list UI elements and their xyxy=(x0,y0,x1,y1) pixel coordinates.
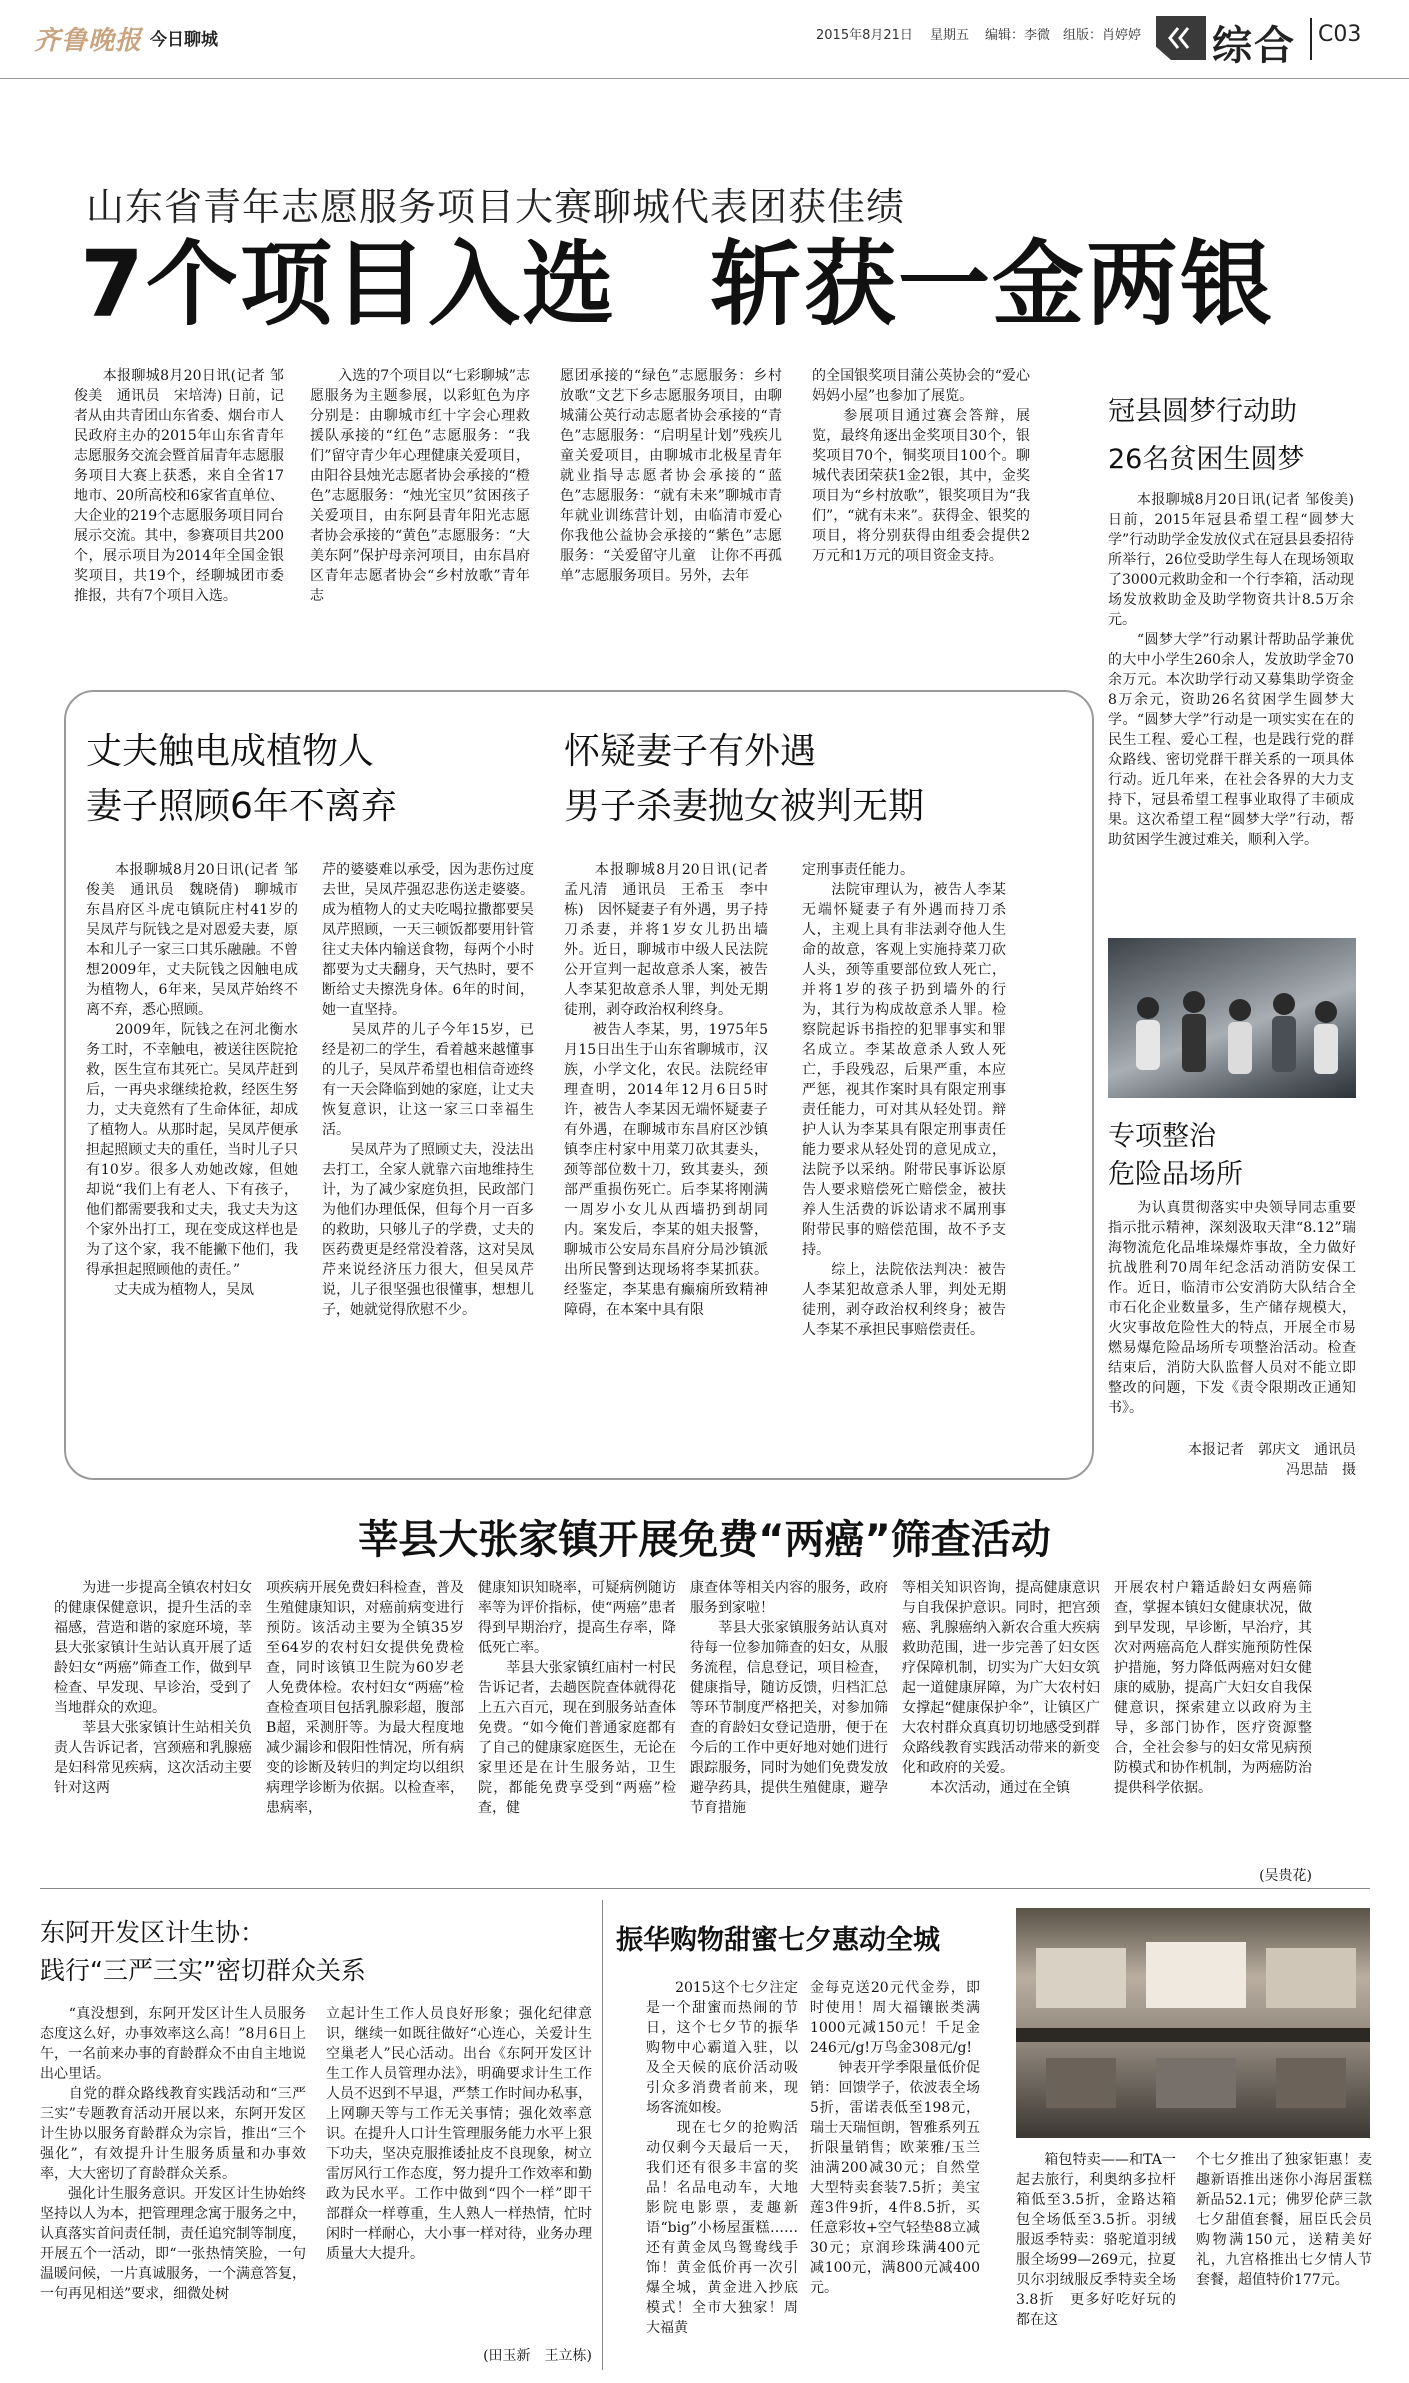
a3-col-2: 芹的婆婆难以承受，因为悲伤过度去世，吴凤芹强忍悲伤送走婆婆。成为植物人的丈夫吃喝拉撒都要吴凤芹照顾，一天三顿饭都要用针管往丈夫体内输送食物，每两个小时都要为丈夫翻身，天气热时，要不断给丈夫擦洗身体。6年的时间，她一直坚持。 吴凤芹的儿子今年15岁，已经是初二的学生，看着越来越懂事的儿子，吴凤芹希望也相信奇迹终有一天会降临到她的家庭，让丈夫恢复意识，让这一家三口幸福生活。 吴凤芹为了照顾丈夫，没法出去打工，全家人就靠六亩地维持生计，为了减少家庭负担，民政部门为他们办理低保，但每个月一百多的救助，只够儿子的学费，丈夫的医药费更是经常没着落，这对吴凤芹来说经济压力很大，但吴凤芹说，儿子很坚强也很懂事，想想儿子，她就觉得欣慰不少。 xyxy=(322,862,534,1318)
header-date: 2015年8月21日 xyxy=(816,28,913,43)
a8-headline: 振华购物甜蜜七夕惠动全城 xyxy=(616,1925,940,1956)
masthead-logo: 齐鲁晚报 xyxy=(34,26,143,56)
a4-headline: 怀疑妻子有外遇 男子杀妻抛女被判无期 xyxy=(564,731,925,827)
a8-col-1: 2015这个七夕注定是一个甜蜜而热闹的节日，这个七夕节的振华购物中心霸道入驻，以及全天候的底价活动吸引众多消费者前来，现场客流如梭。 现在七夕的抢购活动仅剩今天最后一天，我们还有很多丰富的奖品！名品电动车，大地影院电影票，麦趣新语“big”小杨屋蛋糕……还有黄金凤鸟鸳鸯线手饰！黄金低价再一次引爆全城，黄金进入抄底模式！全市大独家！周大福黄 xyxy=(646,1980,798,2336)
a6-col-4: 康查体等相关内容的服务，政府服务到家啦！ 莘县大张家镇服务站认真对待每一位参加筛查的妇女，从服务流程，信息登记，项目检查，健康指导，随访反馈，归档汇总等环节制度严格把关，对参加筛查的育龄妇女登记造册，便于在今后的工作中更好地对她们进行跟踪服务，同时为她们免费发放避孕药具，提供生殖健康，避孕节育措施 xyxy=(690,1580,888,1816)
page-number: C03 xyxy=(1318,22,1362,47)
page-header xyxy=(0,0,1409,86)
a1-headline: 7个项目入选 斩获一金两银 xyxy=(80,231,1275,338)
a8-tail-col-2: 个七夕推出了独家钜惠！麦趣新语推出迷你小海居蛋糕新品52.1元；佛罗伦萨三款七夕甜值套餐，屈臣氏会员购物满150元，送精美好礼，九宫格推出七夕情人节套餐，超值特价177元。 xyxy=(1196,2152,1372,2288)
header-weekday: 星期五 xyxy=(930,28,970,43)
a6-credit: (吴贵花) xyxy=(1259,1868,1312,1884)
a4-col-2: 定刑事责任能力。 法院审理认为，被告人李某无端怀疑妻子有外遇而持刀杀人，主观上具有非法剥夺他人生命的故意，客观上实施持菜刀砍人头，颈等重要部位致人死亡，并将1岁的孩子扔到墙外的行为，其行为构成故意杀人罪。检察院起诉书指控的犯罪事实和罪名成立。李某故意杀人致人死亡，手段残忍，后果严重，本应严惩，视其作案时具有限定刑事责任能力，可对其从轻处罚。辩护人认为李某具有限定刑事责任能力要求从轻处罚的意见成立，法院予以采纳。附带民事诉讼原告人要求赔偿死亡赔偿金，被扶养人生活费的诉讼请求不属刑事附带民事的赔偿范围，故不予支持。 综上，法院依法判决：被告人李某犯故意杀人罪，判处无期徒刑，剥夺政治权利终身；被告人李某不承担民事赔偿责任。 xyxy=(802,862,1006,1338)
header-layout: 组版：肖婷婷 xyxy=(1063,28,1142,43)
a6-headline: 莘县大张家镇开展免费“两癌”筛查活动 xyxy=(358,1517,1051,1563)
a7-headline: 东阿开发区计生协： 践行“三严三实”密切群众关系 xyxy=(40,1918,366,1985)
column-divider xyxy=(602,1900,603,2370)
a6-col-2: 项疾病开展免费妇科检查，普及生殖健康知识，对癌前病变进行预防。该活动主要为全镇35岁至64岁的农村妇女提供免费检查，同时该镇卫生院为60岁老人免费体检。农村妇女“两癌”检查检查项目包括乳腺彩超，腹部B超，采测肝等。为最大程度地减少漏诊和假阳性情况，所有病变的诊断及转归的判定均以组织病理学诊断为依据。以检查率，患病率， xyxy=(266,1580,464,1816)
section-rule xyxy=(40,1888,1370,1889)
a5-body: 为认真贯彻落实中央领导同志重要指示批示精神，深刻汲取天津“8.12”瑞海物流危化品堆垛爆炸事故，全力做好抗战胜利70周年纪念活动消防安保工作。近日，临清市公安消防大队结合全市石化企业数量多，生产储存规模大，火灾事故危险性大的特点，开展全市易燃易爆危险品场所专项整治活动。检查结束后，消防大队监督人员对不能立即整改的问题，下发《责令限期改正通知书》。 xyxy=(1108,1200,1356,1416)
a8-tail-col-1: 箱包特卖——和TA一起去旅行，利奥纳多拉杆箱低至3.5折，金路达箱包全场低至3.5折。羽绒服返季特卖：骆驼道羽绒服全场99—269元，拉夏贝尔羽绒服反季特卖全场3.8折 更多好吃好玩的都在这 xyxy=(1016,2152,1176,2328)
a7-col-2: 立起计生工作人员良好形象；强化纪律意识，继续一如既往做好“心连心，关爱计生空巢老人”民心活动。出台《东阿开发区计生工作人员管理办法》，明确要求计生工作人员不迟到不早退，严禁工作时间办私事，上网聊天等与工作无关事情；强化效率意识。在提升人口计生管理服务能力水平上狠下功夫，坚决克服推诿扯皮不良现象，树立雷厉风行工作态度，努力提升工作效率和勤政为民水平。工作中做到“四个一样”即干部群众一样尊重，生人熟人一样热情，忙时闲时一样耐心，大小事一样对待，业务办理质量大大提升。 xyxy=(326,2006,592,2262)
a5-headline: 专项整治 危险品场所 xyxy=(1108,1121,1243,1190)
a7-credit: (田玉新 王立栋) xyxy=(483,2348,592,2364)
section-tab-icon xyxy=(1156,16,1206,60)
a2-headline: 冠县圆梦行动助 26名贫困生圆梦 xyxy=(1108,396,1305,475)
a2-body: 本报聊城8月20日讯(记者 邹俊美) 日前，2015年冠县希望工程“圆梦大学”行动助学金发放仪式在冠县县委招待所举行，26位受助学生每人在现场领取了3000元救助金和一个行李箱，活动现场发放救助金及助学物资共计8.5万余元。 “圆梦大学”行动累计帮助品学兼优的大中小学生260余人，发放助学金70余万元。本次助学行动又募集助学资金8万余元，资助26名贫困学生圆梦大学。“圆梦大学”行动是一项实实在在的民生工程、爱心工程，也是践行党的群众路线、密切党群干群关系的一项具体行动。近几年来，在社会各界的大力支持下，冠县希望工程事业取得了丰硕成果。这次希望工程“圆梦大学”行动，帮助贫困学生渡过难关，顺利入学。 xyxy=(1108,492,1354,848)
a6-col-5: 等相关知识咨询，提高健康意识与自我保护意识。同时，把宫颈癌、乳腺癌纳入新农合重大疾病救助范围，进一步完善了妇女医疗保障机制，切实为广大妇女筑起一道健康屏障，为广大农村妇女撑起“健康保护伞”，让镇区广大农村群众真真切切地感受到群众路线教育实践活动带来的新变化和政府的关爱。 本次活动，通过在全镇 xyxy=(902,1580,1100,1796)
store-interior-icon xyxy=(1016,1908,1370,2138)
a5-credit: 本报记者 郭庆文 通讯员 冯思喆 摄 xyxy=(1188,1442,1356,1478)
a7-col-1: “真没想到，东阿开发区计生人员服务态度这么好，办事效率这么高！”8月6日上午，一名前来办事的育龄群众不由自主地说出心里话。 自党的群众路线教育实践活动和“三严三实”专题教育活动开展以来，东阿开发区计生协以服务育龄群众为宗旨，推出“三个强化”，有效提升计生服务质量和办事效率，大大密切了育龄群众关系。 强化计生服务意识。开发区计生协始终坚持以人为本，把管理理念寓于服务之中，认真落实首问责任制，责任追究制等制度，开展五个一活动，即“一张热情笑脸，一句温暖问候，一片真诚服务，一个满意答复，一句再见相送”要求，细微处树 xyxy=(40,2006,306,2302)
double-chevron-icon xyxy=(1156,16,1206,60)
a1-col-4: 的全国银奖项目蒲公英协会的“爱心妈妈小屋”也参加了展览。 参展项目通过赛会答辩，展览，最终角逐出金奖项目30个，银奖项目70个，铜奖项目100个。聊城代表团荣获1金2银，其中，金奖项目为“乡村放歌”，银奖项目为“我们”，“就有未来”。获得金、银奖的项目，将分别获得由组委会提供2万元和1万元的项目资金支持。 xyxy=(812,368,1030,564)
a8-store-photo xyxy=(1016,1908,1370,2138)
a2-photo xyxy=(1108,938,1356,1098)
a6-col-1: 为进一步提高全镇农村妇女的健康保健意识，提升生活的幸福感，营造和谐的家庭环境，莘县大张家镇计生站认真开展了适龄妇女“两癌”筛查工作，做到早检查、早发现、早诊治，受到了当地群众的欢迎。 莘县大张家镇计生站相关负责人告诉记者，宫颈癌和乳腺癌是妇科常见疾病，这次活动主要针对这两 xyxy=(54,1580,252,1796)
crowd-photo-icon xyxy=(1108,938,1356,1098)
a3-headline: 丈夫触电成植物人 妻子照顾6年不离弃 xyxy=(86,731,397,827)
a3-col-1: 本报聊城8月20日讯(记者 邹俊美 通讯员 魏晓倩) 聊城市东昌府区斗虎屯镇阮庄村41岁的吴凤芹与阮钱之是对恩爱夫妻，原本和儿子一家三口其乐融融。不曾想2009年，丈夫阮钱之因触电成为植物人，6年来，吴凤芹始终不离不弃，悉心照顾。 2009年，阮钱之在河北衡水务工时，不幸触电，被送往医院抢救，医生宣布其死亡。吴凤芹赶到后，一再央求继续抢救，经医生努力，丈夫竟然有了生命体征，却成了植物人。从那时起，吴凤芹便承担起照顾丈夫的重任，当时儿子只有10岁。很多人劝她改嫁，但她却说“我们上有老人、下有孩子，他们都需要我和丈夫，我丈夫为这个家外出打工，现在变成这样也是为了这个家，我不能撇下他们，我得承担起照顾他的责任。” 丈夫成为植物人，吴凤 xyxy=(86,862,298,1298)
a6-col-3: 健康知识知晓率，可疑病例随访率等为评价指标，使“两癌”患者得到早期治疗，提高生存率，降低死亡率。 莘县大张家镇红庙村一村民告诉记者，去趟医院查体就得花上五六百元，现在到服务站查体免费。“如今俺们普通家庭都有了自己的健康家庭医生，无论在家里还是在计生服务站，卫生院，都能免费享受到“两癌”检查，健 xyxy=(478,1580,676,1816)
a1-col-2: 入选的7个项目以“七彩聊城”志愿服务为主题参展，以彩虹色为序分别是：由聊城市红十字会心理救援队承接的“红色”志愿服务：“我们”留守青少年心理健康关爱项目，由阳谷县烛光志愿者协会承接的“橙色”志愿服务：“烛光宝贝”贫困孩子关爱项目，由东阿县青年阳光志愿者协会承接的“黄色”志愿服务：“大美东阿”保护母亲河项目，由东昌府区青年志愿者协会“乡村放歌”青年志 xyxy=(310,368,530,604)
a1-col-3: 愿团承接的“绿色”志愿服务：乡村放歌“文艺下乡志愿服务项目，由聊城蒲公英行动志愿者协会承接的“青色”志愿服务：“启明星计划”残疾儿童关爱项目，由聊城市北极星青年就业指导志愿者协会承接的“蓝色”志愿服务：“就有未来”聊城市青年就业训练营计划，由临清市爱心你我他公益协会承接的“紫色”志愿服务：“关爱留守儿童 让你不再孤单”志愿服务项目。另外，去年 xyxy=(560,368,782,584)
edition-label: 今日聊城 xyxy=(150,30,218,50)
a1-kicker: 山东省青年志愿服务项目大赛聊城代表团获佳绩 xyxy=(86,185,906,229)
a8-col-2: 金每克送20元代金券，即时使用！周大福镶嵌类满1000元减150元！千足金246元/g!万鸟金308元/g! 钟表开学季限量低价促销：回馈学子，依波表全场5折，雷诺表低至198元，瑞士天瑞恒朗，智雅系列五折限量销售；欧莱雅/玉兰油满200减30元；自然堂大型特卖套装7.5折；美宝莲3件9折，4件8.5折，买任意彩妆+空气轻垫88立减30元；京润珍珠满400元减100元，满800元减400元。 xyxy=(810,1980,980,2296)
a4-col-1: 本报聊城8月20日讯(记者 孟凡清 通讯员 王希玉 李中栋) 因怀疑妻子有外遇，男子持刀杀妻，并将1岁女儿扔出墙外。近日，聊城市中级人民法院公开宣判一起故意杀人案，被告人李某犯故意杀人罪，判处无期徒刑，剥夺政治权利终身。 被告人李某，男，1975年5月15日出生于山东省聊城市，汉族，小学文化，农民。法院经审理查明，2014年12月6日5时许，被告人李某因无端怀疑妻子有外遇，在聊城市东昌府区沙镇镇李庄村家中用菜刀砍其妻头，颈等部位数十刀，致其妻头，颈部严重损伤死亡。后李某将刚满一周岁小女儿从西墙扔到胡同内。案发后，李某的姐夫报警，聊城市公安局东昌府分局沙镇派出所民警到达现场将李某抓获。经鉴定，李某患有癫痫所致精神障碍，在本案中具有限 xyxy=(564,862,768,1318)
section-divider xyxy=(1310,18,1312,60)
a1-col-1: 本报聊城8月20日讯(记者 邹俊美 通讯员 宋培涛) 日前，记者从由共青团山东省委、烟台市人民政府主办的2015年山东省青年志愿服务交流会暨首届青年志愿服务项目大赛上获悉，来自全省17地市、20所高校和6家省直单位、大企业的219个志愿服务项目同台展示交流。其中，参赛项目共200个，展示项目为2014年全国金银奖项目，共19个，经聊城团市委推报，共有7个项目入选。 xyxy=(74,368,284,604)
header-editor: 编辑：李微 xyxy=(985,28,1051,43)
header-rule xyxy=(0,78,1409,79)
a6-col-6: 开展农村户籍适龄妇女两癌筛查，掌握本镇妇女健康状况，做到早发现，早诊断，早治疗，其次对两癌高危人群实施预防性保护措施，努力降低两癌对妇女健康的威胁，提高广大妇女自我保健意识，探索建立以政府为主导，多部门协作，医疗资源整合，全社会参与的妇女常见病预防模式和协作机制，为两癌防治提供科学依据。 xyxy=(1114,1580,1312,1796)
section-name: 综合 xyxy=(1212,23,1296,69)
